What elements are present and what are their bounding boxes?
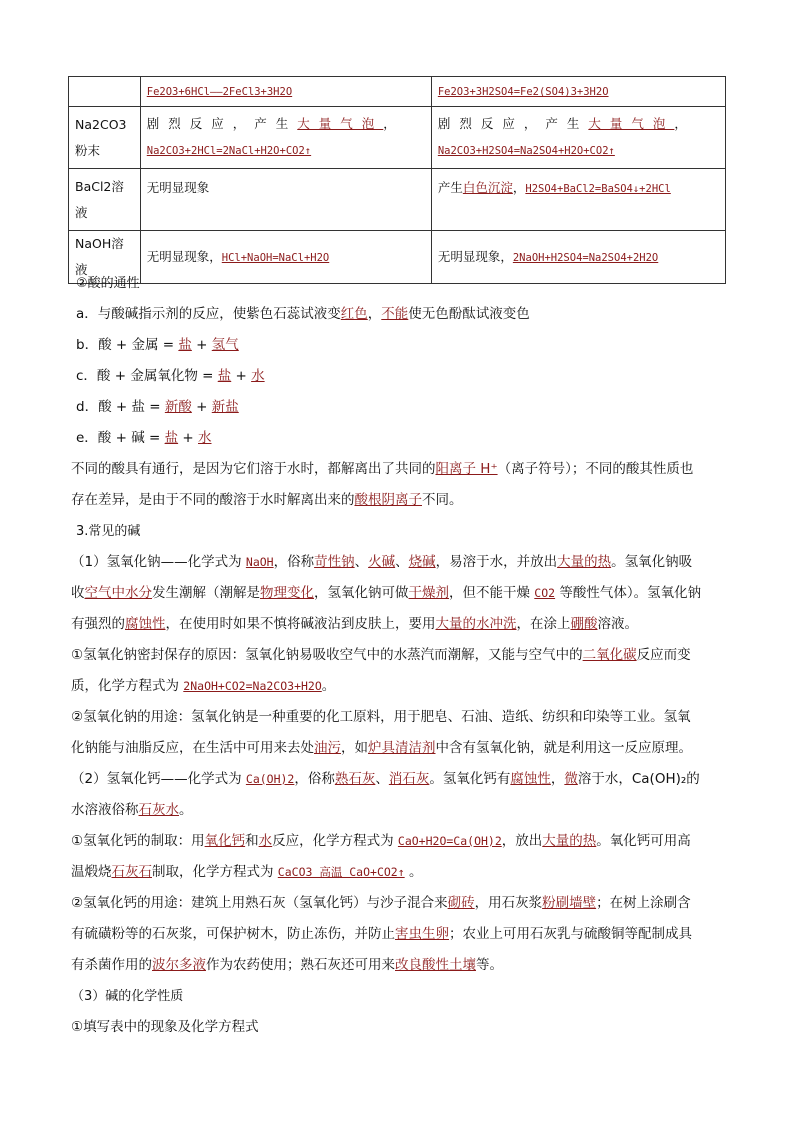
text: 、	[395, 554, 409, 570]
answer: 空气中水分	[84, 585, 152, 601]
paragraph	[71, 578, 726, 609]
equation: HCl+NaOH=NaCl+H2O	[221, 251, 330, 264]
text: 有硫磺粉等的石灰浆，可保护树木，防止冻伤，并防止	[71, 926, 395, 942]
equation: Na2CO3+H2SO4=Na2SO4+H2O+CO2↑	[437, 145, 615, 157]
h2so4-cell	[431, 169, 725, 231]
text: ，	[367, 306, 382, 322]
row-label: BaCl2溶液	[69, 169, 141, 231]
equation: Fe2O3+3H2SO4=Fe2(SO4)3+3H2O	[437, 86, 609, 98]
hcl-cell	[140, 77, 431, 107]
text: 作为农药使用；熟石灰还可用来	[206, 957, 395, 973]
answer: 改良酸性土壤	[395, 957, 476, 973]
formula: Ca(OH)2	[245, 772, 295, 786]
text: 等。	[476, 957, 503, 973]
observation-text: 无明显现象，	[146, 248, 222, 264]
text: （离子符号）；不同的酸其性质也	[497, 461, 694, 477]
text: +	[191, 337, 212, 353]
answer: 粉刷墙壁	[542, 895, 597, 911]
text: 化钠能与油脂反应，在生活中可用来去处	[71, 740, 314, 756]
answer: 盐	[164, 430, 179, 446]
paragraph	[71, 547, 726, 578]
answer: 不能	[381, 306, 409, 322]
row-label: Na2CO3粉末	[69, 107, 141, 169]
answer: 盐	[178, 337, 192, 353]
section-heading: 3.常见的碱	[76, 524, 141, 539]
text: ；在树上涂刷含	[596, 895, 691, 911]
text: ；农业上可用石灰乳与硫酸铜等配制成具	[449, 926, 692, 942]
answer: 二氧化碳	[582, 647, 637, 663]
text: 存在差异，是由于不同的酸溶于水时解离出来的	[71, 492, 355, 508]
answer: 大量的热	[557, 554, 612, 570]
hcl-cell	[140, 169, 431, 231]
punctuation: ，	[383, 116, 396, 131]
answer: 氧化钙	[204, 833, 246, 849]
text: 溶于水，Ca(OH)₂的	[577, 771, 700, 787]
table-row	[69, 77, 726, 107]
section-heading: ②酸的通性	[76, 276, 140, 291]
answer: 烧碱	[408, 554, 436, 570]
text: ，俗称	[294, 771, 335, 787]
equation: 2NaOH+H2SO4=Na2SO4+2H2O	[512, 251, 659, 264]
text: ，在使用时如果不慎将碱液沾到皮肤上，要用	[165, 616, 436, 632]
text: 。	[321, 678, 336, 694]
equation: Fe2O3+6HCl——2FeCl3+3H2O	[146, 86, 293, 98]
answer: 害虫生卵	[395, 926, 449, 942]
paragraph	[71, 485, 726, 516]
text: 。氧化钙可用高	[596, 833, 691, 849]
text: ②氢氧化钙的用途：建筑上用熟石灰（氢氧化钙）与沙子混合来	[71, 895, 448, 911]
text: 中含有氢氧化钠，就是利用这一反应原理。	[435, 740, 692, 756]
text: 收	[71, 585, 85, 601]
text: ，氢氧化钠可做	[314, 585, 409, 601]
text: 温煅烧	[71, 864, 112, 880]
text: 使无色酚酞试液变色	[408, 306, 530, 322]
text: 不同。	[422, 492, 463, 508]
text: 、	[354, 554, 369, 570]
text: ①氢氧化钙的制取：用	[71, 833, 205, 849]
answer: 微	[564, 771, 578, 787]
paragraph	[71, 640, 726, 671]
answer: 砌砖	[447, 895, 475, 911]
row-label: NaOH溶液	[69, 231, 141, 284]
observation-text: 剧烈反应，产生	[437, 116, 589, 131]
paragraph	[71, 795, 726, 826]
answer: 腐蚀性	[510, 771, 551, 787]
paragraph	[71, 454, 726, 485]
answer: 新酸	[164, 399, 192, 415]
paragraph	[76, 423, 726, 454]
section-heading: （3）碱的化学性质	[71, 989, 184, 1004]
h2so4-cell	[431, 107, 725, 169]
answer: 氢气	[211, 337, 239, 353]
observation-answer: 大量气泡	[297, 116, 384, 131]
acid-reaction-table	[68, 76, 726, 284]
answer: 石灰石	[111, 864, 152, 880]
text: +	[191, 399, 212, 415]
answer: 酸根阴离子	[354, 492, 422, 508]
text: 质，化学方程式为	[71, 678, 184, 694]
formula: CaO+H2O=Ca(OH)2	[397, 834, 502, 848]
hcl-cell	[140, 107, 431, 169]
answer: 石灰水	[138, 802, 179, 818]
text: ②氢氧化钠的用途：氢氧化钠是一种重要的化工原料，用于肥皂、石油、造纸、纺织和印染等工业。氢氧	[71, 709, 691, 725]
text: 。	[179, 802, 193, 818]
table-row	[69, 169, 726, 231]
paragraph	[76, 361, 726, 392]
paragraph	[76, 299, 726, 330]
text: ①氢氧化钠密封保存的原因：氢氧化钠易吸收空气中的水蒸汽而潮解，又能与空气中的	[71, 647, 583, 663]
paragraph	[71, 764, 726, 795]
answer: 消石灰	[388, 771, 430, 787]
text: 反应而变	[636, 647, 691, 663]
text: 制取，化学方程式为	[152, 864, 278, 880]
table-row	[69, 107, 726, 169]
answer: 熟石灰	[334, 771, 376, 787]
answer: 大量的热	[542, 833, 597, 849]
answer: 炉具清洁剂	[368, 740, 436, 756]
text: 溶液。	[597, 616, 638, 632]
punctuation: ，	[674, 116, 687, 131]
paragraph	[71, 950, 726, 981]
paragraph	[71, 888, 726, 919]
paragraph	[71, 919, 726, 950]
text: ，放出	[501, 833, 543, 849]
text: +	[231, 368, 252, 384]
answer: 红色	[340, 306, 368, 322]
observation-answer: 大量气泡	[588, 116, 675, 131]
answer: 苛性钠	[314, 554, 355, 570]
formula: NaOH	[245, 555, 274, 569]
answer: 水	[251, 368, 265, 384]
text: 有杀菌作用的	[71, 957, 152, 973]
text: 有强烈的	[71, 616, 125, 632]
text: 。	[404, 864, 423, 880]
text: 发生潮解（潮解是	[152, 585, 260, 601]
h2so4-cell	[431, 77, 725, 107]
paragraph	[71, 1012, 726, 1043]
text: +	[178, 430, 198, 446]
observation-text: 无明显现象，	[437, 248, 513, 264]
text: ，如	[341, 740, 368, 756]
paragraph	[71, 702, 726, 733]
answer: 水	[198, 430, 212, 446]
answer: 新盐	[211, 399, 239, 415]
observation-answer: 白色沉淀	[462, 180, 513, 195]
observation-text: 剧烈反应，产生	[146, 116, 298, 131]
text: ①填写表中的现象及化学方程式	[71, 1019, 259, 1035]
text: （2）氢氧化钙——化学式为	[71, 771, 246, 787]
punctuation: ，	[512, 180, 526, 195]
answer: 盐	[217, 368, 232, 384]
answer: 物理变化	[260, 585, 314, 601]
text: ，易溶于水，并放出	[435, 554, 558, 570]
text: 、	[375, 771, 389, 787]
text: 等酸性气体）。氢氧化钠	[555, 585, 702, 601]
answer: 大量的水冲洗	[435, 616, 517, 632]
paragraph	[76, 392, 726, 423]
answer: 干燥剂	[408, 585, 449, 601]
content-body	[71, 268, 726, 1043]
paragraph	[76, 330, 726, 361]
text: 水溶液俗称	[71, 802, 139, 818]
paragraph	[71, 826, 726, 857]
answer: 水	[258, 833, 273, 849]
text: d．酸 + 盐 =	[76, 399, 165, 415]
text: ，俗称	[273, 554, 315, 570]
text: 不同的酸具有通行，是因为它们溶于水时，都解离出了共同的	[71, 461, 436, 477]
answer: 火碱	[368, 554, 396, 570]
equation: H2SO4+BaCl2=BaSO4↓+2HCl	[525, 183, 671, 195]
text: 。氢氧化钙有	[429, 771, 511, 787]
text: c．酸 + 金属氧化物 =	[76, 368, 218, 384]
text: 和	[245, 833, 259, 849]
answer: 阳离子 H⁺	[435, 461, 498, 477]
text: b．酸 + 金属 =	[76, 337, 179, 353]
paragraph	[71, 671, 726, 702]
observation-text: 产生	[437, 180, 463, 195]
formula: CaCO3 高温 CaO+CO2↑	[277, 865, 405, 879]
observation-text: 无明显现象	[146, 180, 210, 195]
paragraph	[71, 733, 726, 764]
text: ，用石灰浆	[474, 895, 543, 911]
answer: 油污	[314, 740, 341, 756]
text: 反应，化学方程式为	[272, 833, 398, 849]
paragraph	[71, 609, 726, 640]
formula: CO2	[534, 586, 556, 600]
text: 。氢氧化钠吸	[611, 554, 693, 570]
text: ，但不能干燥	[449, 585, 535, 601]
formula: 2NaOH+CO2=Na2CO3+H2O	[183, 679, 322, 693]
text: （1）氢氧化钠——化学式为	[71, 554, 246, 570]
paragraph	[71, 857, 726, 888]
answer: 硼酸	[570, 616, 598, 632]
answer: 波尔多液	[152, 957, 206, 973]
text: a．与酸碱指示剂的反应，使紫色石蕊试液变	[76, 306, 341, 322]
answer: 腐蚀性	[125, 616, 166, 632]
text: e．酸 + 碱 =	[76, 430, 165, 446]
text: ，在涂上	[516, 616, 571, 632]
equation: Na2CO3+2HCl=2NaCl+H2O+CO2↑	[146, 145, 312, 157]
text: ，	[550, 771, 565, 787]
row-label	[69, 77, 141, 107]
